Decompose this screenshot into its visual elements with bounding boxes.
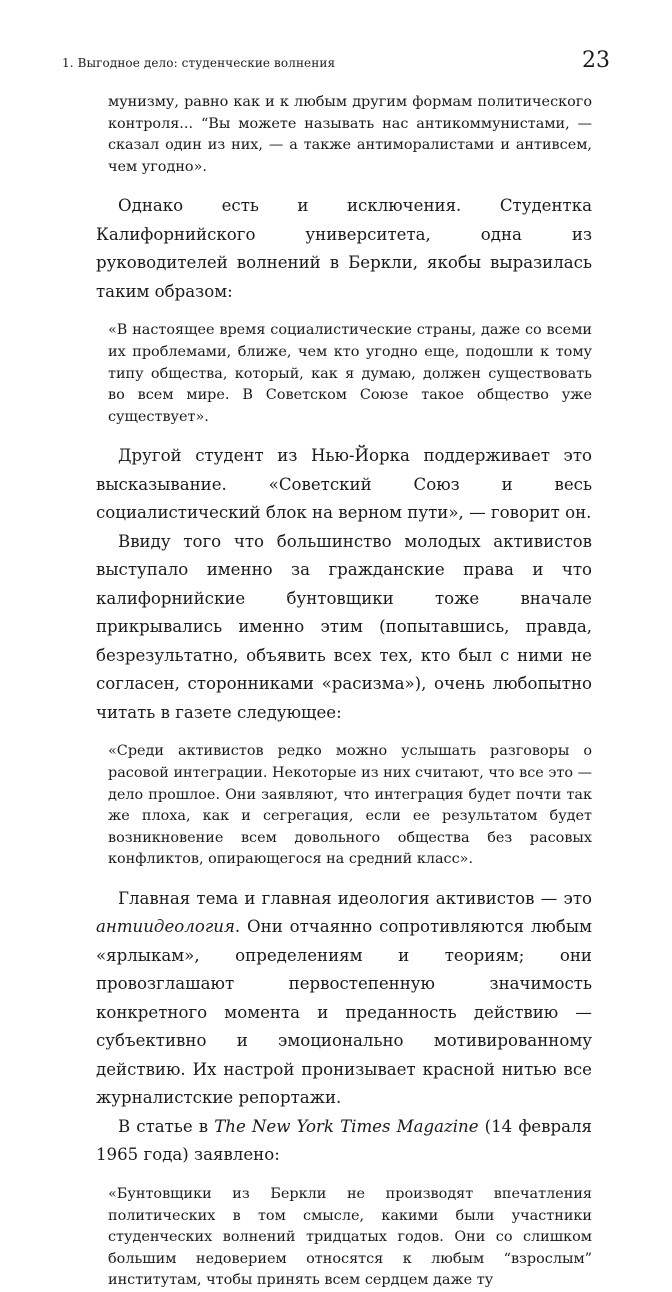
paragraph-text: (14 февраля 1965 года) заявлено: bbox=[96, 1116, 592, 1165]
emphasis-term: антиидеология bbox=[96, 917, 235, 937]
block-quote-continued: мунизму, равно как и к любым другим формам политического контроля... “Вы можете называть нас антикоммунистами, — сказал один из них, — а также антиморалистами и антивсем, чем угодно». bbox=[108, 94, 592, 175]
paragraph bbox=[96, 1113, 592, 1170]
paragraph bbox=[96, 885, 592, 1113]
publication-title: The New York Times Magazine bbox=[214, 1116, 479, 1136]
paragraph-text: . Они отчаянно сопротивляются любым «ярлыкам», определениям и теориям; они провозглашают первостепенную значимость конкретного момента и преданность действию — субъективно и эмоционально мотивированному действию. Их настрой пронизывает красной нитью все журналистские репортажи. bbox=[96, 917, 592, 1108]
block-quote: «В настоящее время социалистические страны, даже со всеми их проблемами, ближе, чем кто угодно еще, подошли к тому типу общества, который, как я думаю, должен существовать во всем мире. В Советском Союзе такое общество уже существует». bbox=[108, 322, 592, 425]
block-quote: «Бунтовщики из Беркли не производят впечатления политических в том смысле, какими были участники студенческих волнений тридцатых годов. Они со слишком большим недоверием относятся к любым “взрослым” институтам, чтобы принять всем сердцем даже ту bbox=[108, 1185, 592, 1289]
block-quote: «Среди активистов редко можно услышать разговоры о расовой интеграции. Некоторые из них считают, что все это — дело прошлое. Они заявляют, что интеграция будет почти так же плоха, как и сегрегация, если ее результатом будет возникновение всем довольного общества без расовых конфликтов, опирающегося на средний класс». bbox=[108, 743, 592, 868]
page-number: 23 bbox=[582, 48, 610, 73]
page-body bbox=[96, 92, 592, 1292]
paragraph: Другой студент из Нью-Йорка поддерживает это высказывание. «Советский Союз и весь социалистический блок на верном пути», — говорит он. bbox=[96, 446, 592, 523]
paragraph: Однако есть и исключения. Студентка Калифорнийского университета, одна из руководителей волнений в Беркли, якобы выразилась таким образом: bbox=[96, 196, 592, 301]
running-head: 1. Выгодное дело: студенческие волнения bbox=[62, 56, 336, 70]
paragraph: Ввиду того что большинство молодых активистов выступало именно за гражданские права и что калифорнийские бунтовщики тоже вначале прикрывались именно этим (попытавшись, правда, безрезультатно, объявить всех тех, кто был с ними не согласен, сторонниками «расизма»), очень любопытно читать в газете следующее: bbox=[96, 531, 592, 722]
paragraph-text: Главная тема и главная идеология активистов — это bbox=[118, 888, 592, 908]
page-header bbox=[62, 50, 610, 80]
paragraph-text: В статье в bbox=[118, 1116, 215, 1136]
